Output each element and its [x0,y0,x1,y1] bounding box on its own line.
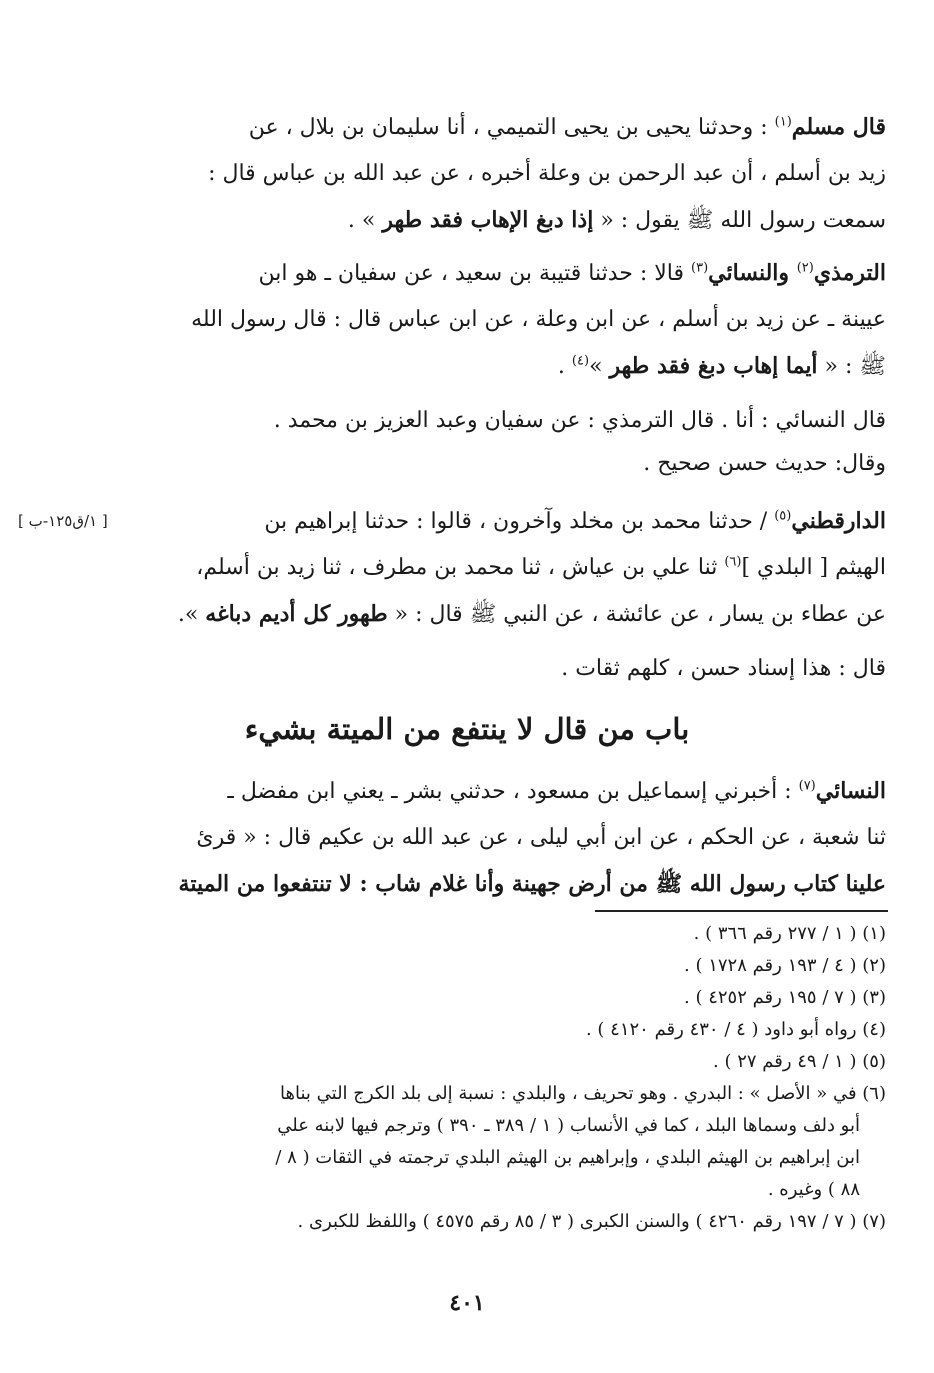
text-segment: قالا : حدثنا قتيبة بن سعيد ، عن سفيان ـ هو ابن [258,261,692,286]
footnote-4: (٤) رواه أبو داود ( ٤ / ٤٣٠ رقم ٤١٢٠ ) . [585,1019,886,1040]
footnote-ref: (٣) [691,260,709,276]
hadith-text: أيما إهاب دبغ فقد طهر [609,353,818,379]
text-line: وقال: حديث حسن صحيح . [643,451,886,476]
footnote-separator [595,910,888,912]
footnote-ref: (٧) [798,778,816,794]
source-name: الترمذي [813,260,886,286]
footnote-ref: (١) [774,114,792,130]
text-segment: ﷺ : « [817,354,886,379]
source-name: والنسائي [708,260,797,286]
source-name: الدارقطني [791,508,886,534]
paragraph-nasai [146,768,886,907]
source-name: النسائي [815,778,886,804]
text-segment: . [557,354,572,379]
footnote-1: (١) ( ١ / ٢٧٧ رقم ٣٦٦ ) . [693,923,886,944]
footnote-ref: (٦) [724,554,742,570]
hadith-text: طهور كل أديم دباغه [205,601,388,627]
text-line [146,250,886,297]
footnote-6-line: أبو دلف وسماها البلد ، كما في الأنساب ( ١ / ٣٨٩ ـ ٣٩٠ ) وترجم فيها لابنه علي [277,1115,860,1136]
paragraph-tirmidhi [146,250,886,390]
text-segment: » . [347,208,383,233]
footnote-2: (٢) ( ٤ / ١٩٣ رقم ١٧٢٨ ) . [684,955,886,976]
chapter-heading: باب من قال لا ينتفع من الميتة بشيء [244,712,690,746]
text-segment: / حدثنا محمد بن مخلد وآخرون ، قالوا : حدثنا إبراهيم بن [264,509,775,534]
text-line: زيد بن أسلم ، أن عبد الرحمن بن وعلة أخبره ، عن عبد الله بن عباس قال : [208,161,886,186]
paragraph-nasai-note [146,398,886,484]
text-segment: سمعت رسول الله ﷺ يقول : « [593,208,886,233]
text-line [146,545,886,591]
footnote-6-line: ابن إبراهيم بن الهيثم البلدي ، وإبراهيم بن الهيثم البلدي ترجمته في الثقات ( ٨ / [275,1147,860,1168]
text-line [146,104,886,151]
paragraph-grading [146,646,886,692]
text-segment: : وحدثنا يحيى بن يحيى التميمي ، أنا سليمان بن بلال ، عن [248,115,775,140]
text-segment: عن عطاء بن يسار ، عن عائشة ، عن النبي ﷺ قال : « [387,602,886,627]
text-line [146,197,886,244]
text-line: ثنا شعبة ، عن الحكم ، عن ابن أبي ليلى ، عن عبد الله بن عكيم قال : « قرئ [196,825,886,850]
footnote-3: (٣) ( ٧ / ١٩٥ رقم ٤٢٥٢ ) . [684,987,886,1008]
footnotes [126,918,886,1238]
text-segment: ثنا علي بن عياش ، ثنا محمد بن مطرف ، ثنا زيد بن أسلم، [196,555,725,580]
text-line: قال النسائي : أنا . قال الترمذي : عن سفيان وعبد العزيز بن محمد . [273,408,886,433]
text-segment: ». [177,602,206,627]
text-line [146,591,886,638]
source-name: قال مسلم [791,114,886,140]
hadith-text: إذا دبغ الإهاب فقد طهر [382,207,594,233]
text-segment: » [589,354,610,379]
page-number: ٤٠١ [449,1290,485,1316]
paragraph-muslim [146,104,886,244]
text-line [146,498,886,545]
footnote-6-line: (٦) في « الأصل » : البدري . وهو تحريف ، والبلدي : نسبة إلى بلد الكرج التي بناها [280,1083,886,1104]
text-line [146,768,886,815]
footnote-ref: (٢) [796,260,814,276]
footnote-5: (٥) ( ١ / ٤٩ رقم ٢٧ ) . [713,1051,886,1072]
paragraph-daraqutni [146,498,886,638]
text-line: عيينة ـ عن زيد بن أسلم ، عن ابن وعلة ، عن ابن عباس قال : قال رسول الله [191,307,886,332]
text-segment: الهيثم [ البلدي ] [741,555,886,580]
footnote-ref: (٤) [571,353,590,369]
footnote-7: (٧) ( ٧ / ١٩٧ رقم ٤٢٦٠ ) والسنن الكبرى ( ٣ / ٨٥ رقم ٤٥٧٥ ) واللفظ للكبرى . [297,1211,886,1232]
text-line [146,343,886,390]
footnote-ref: (٥) [774,508,792,524]
text-line: قال : هذا إسناد حسن ، كلهم ثقات . [561,656,886,681]
footnote-6-line: ٨٨ ) وغيره . [767,1179,860,1200]
manuscript-marginal-note: [ ١/ق١٢٥-ب ] [18,512,108,530]
text-segment: : أخبرني إسماعيل بن مسعود ، حدثني بشر ـ يعني ابن مفضل ـ [227,779,799,804]
text-line: علينا كتاب رسول الله ﷺ من أرض جهينة وأنا غلام شاب : لا تنتفعوا من الميتة [178,871,886,897]
